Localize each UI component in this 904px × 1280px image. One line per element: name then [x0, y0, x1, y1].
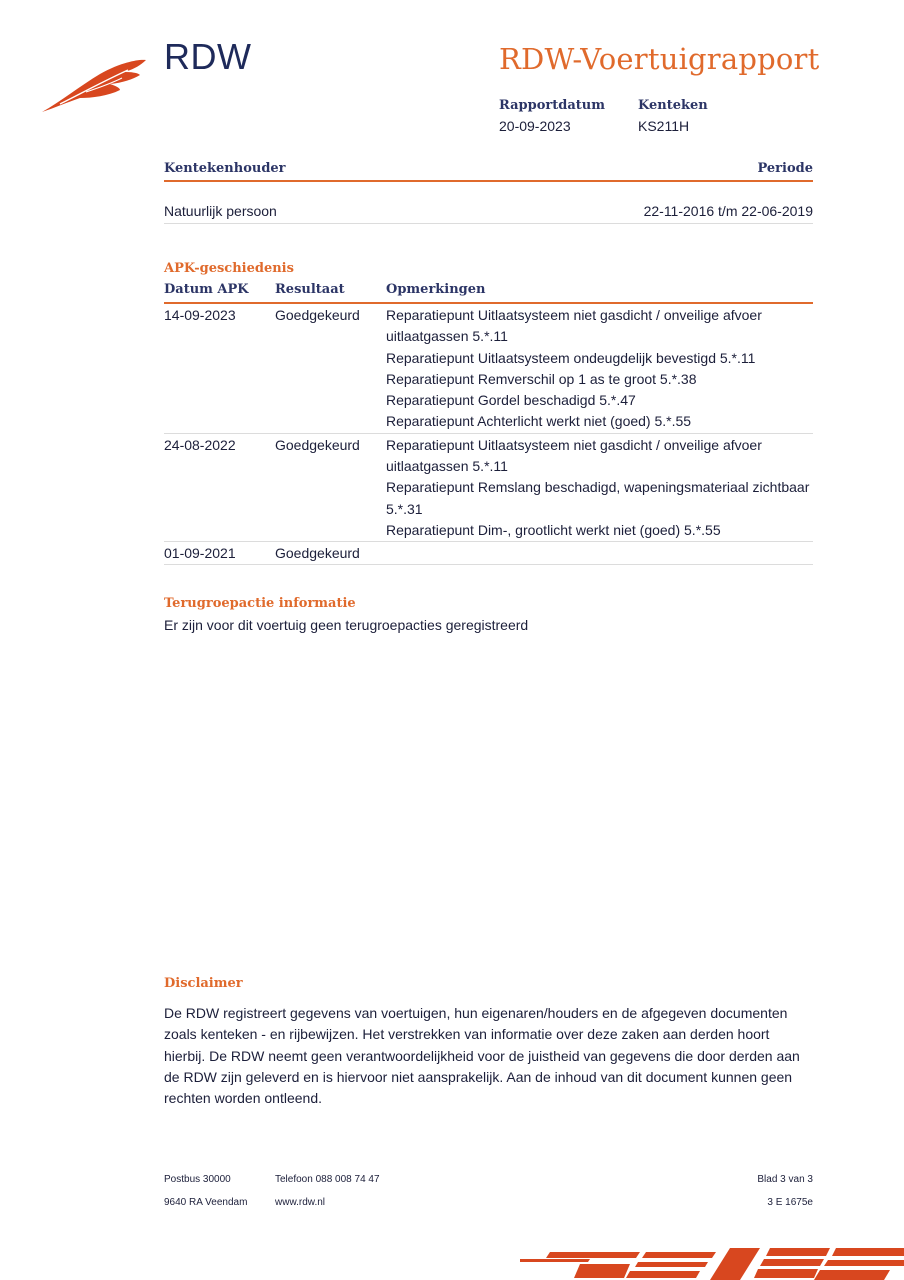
kenteken-label: Kenteken — [638, 98, 708, 113]
recall-text: Er zijn voor dit voertuig geen terugroepacties geregistreerd — [164, 617, 529, 633]
apk-result: Goedgekeurd — [275, 307, 360, 323]
rdw-logo-text: RDW — [164, 36, 252, 77]
apk-result: Goedgekeurd — [275, 545, 360, 562]
apk-date: 24-08-2022 — [164, 436, 236, 453]
rdw-feather-logo-icon — [40, 56, 150, 116]
holder-value: Natuurlijk persoon — [164, 203, 277, 219]
apk-remark-line: Reparatiepunt Achterlicht werkt niet (goed) 5.*.55 — [386, 413, 692, 430]
document-title: RDW-Voertuigrapport — [499, 42, 820, 76]
apk-remark-line: uitlaatgassen 5.*.11 — [386, 328, 508, 345]
col-datum-apk: Datum APK — [164, 282, 249, 297]
rapportdatum-label: Rapportdatum — [499, 98, 605, 113]
apk-remarks — [386, 305, 813, 433]
footer-postbus: Postbus 30000 — [164, 1174, 231, 1185]
footer-page-number: Blad 3 van 3 — [757, 1174, 813, 1185]
apk-date: 14-09-2023 — [164, 307, 236, 323]
footer-city: 9640 RA Veendam — [164, 1197, 248, 1208]
apk-remark-line: Reparatiepunt Gordel beschadigd 5.*.47 — [386, 392, 636, 409]
period-value: 22-11-2016 t/m 22-06-2019 — [643, 203, 813, 219]
recall-section-title: Terugroepactie informatie — [164, 596, 356, 611]
apk-remark-line: Reparatiepunt Uitlaatsysteem ondeugdelijk bevestigd 5.*.11 — [386, 349, 756, 366]
apk-remark-line: 5.*.31 — [386, 500, 423, 517]
apk-remarks — [386, 543, 813, 564]
rapportdatum-value: 20-09-2023 — [499, 118, 571, 134]
apk-remark-line: Reparatiepunt Remslang beschadigd, wapeningsmateriaal zichtbaar — [386, 479, 810, 496]
holder-divider — [164, 180, 813, 182]
apk-remark-line: Reparatiepunt Remverschil op 1 as te groot 5.*.38 — [386, 370, 697, 387]
col-resultaat: Resultaat — [275, 282, 345, 297]
periode-label: Periode — [757, 161, 813, 176]
apk-date: 01-09-2021 — [164, 545, 236, 562]
apk-remark-line: Reparatiepunt Uitlaatsysteem niet gasdicht / onveilige afvoer — [386, 436, 762, 453]
apk-rows — [164, 304, 813, 565]
apk-table-row — [164, 542, 813, 565]
disclaimer-title: Disclaimer — [164, 976, 243, 991]
apk-table-row — [164, 434, 813, 542]
apk-result: Goedgekeurd — [275, 436, 360, 453]
decorative-stripes-icon — [520, 1244, 904, 1280]
apk-remark-line: Reparatiepunt Uitlaatsysteem niet gasdicht / onveilige afvoer — [386, 307, 762, 323]
disclaimer-text: De RDW registreert gegevens van voertuigen, hun eigenaren/houders en de afgegeven documenten zoals kenteken - en rijbewijzen. Het verstrekken van informatie over deze zaken aan derden hoort hierbij. De RDW neemt geen verantwoordelijkheid voor de juistheid van gegevens die door derden aan de RDW zijn geleverd en is hiervoor niet aansprakelijk. Aan de inhoud van dit document kunnen geen rechten worden ontleend. — [164, 1005, 800, 1107]
footer-phone: Telefoon 088 008 74 47 — [275, 1174, 380, 1185]
kenteken-value: KS211H — [638, 118, 690, 134]
footer-website: www.rdw.nl — [275, 1197, 326, 1208]
apk-remark-line: Reparatiepunt Dim-, grootlicht werkt niet (goed) 5.*.55 — [386, 521, 721, 538]
apk-remarks — [386, 435, 813, 541]
apk-table — [164, 282, 813, 565]
apk-table-header — [164, 282, 813, 302]
holder-bottom-divider — [164, 223, 813, 224]
footer-document-code: 3 E 1675e — [767, 1197, 813, 1208]
apk-remark-line: uitlaatgassen 5.*.11 — [386, 458, 508, 475]
kentekenhouder-label: Kentekenhouder — [164, 161, 286, 176]
apk-section-title: APK-geschiedenis — [164, 261, 294, 276]
col-opmerkingen: Opmerkingen — [386, 282, 486, 297]
apk-table-row — [164, 304, 813, 434]
